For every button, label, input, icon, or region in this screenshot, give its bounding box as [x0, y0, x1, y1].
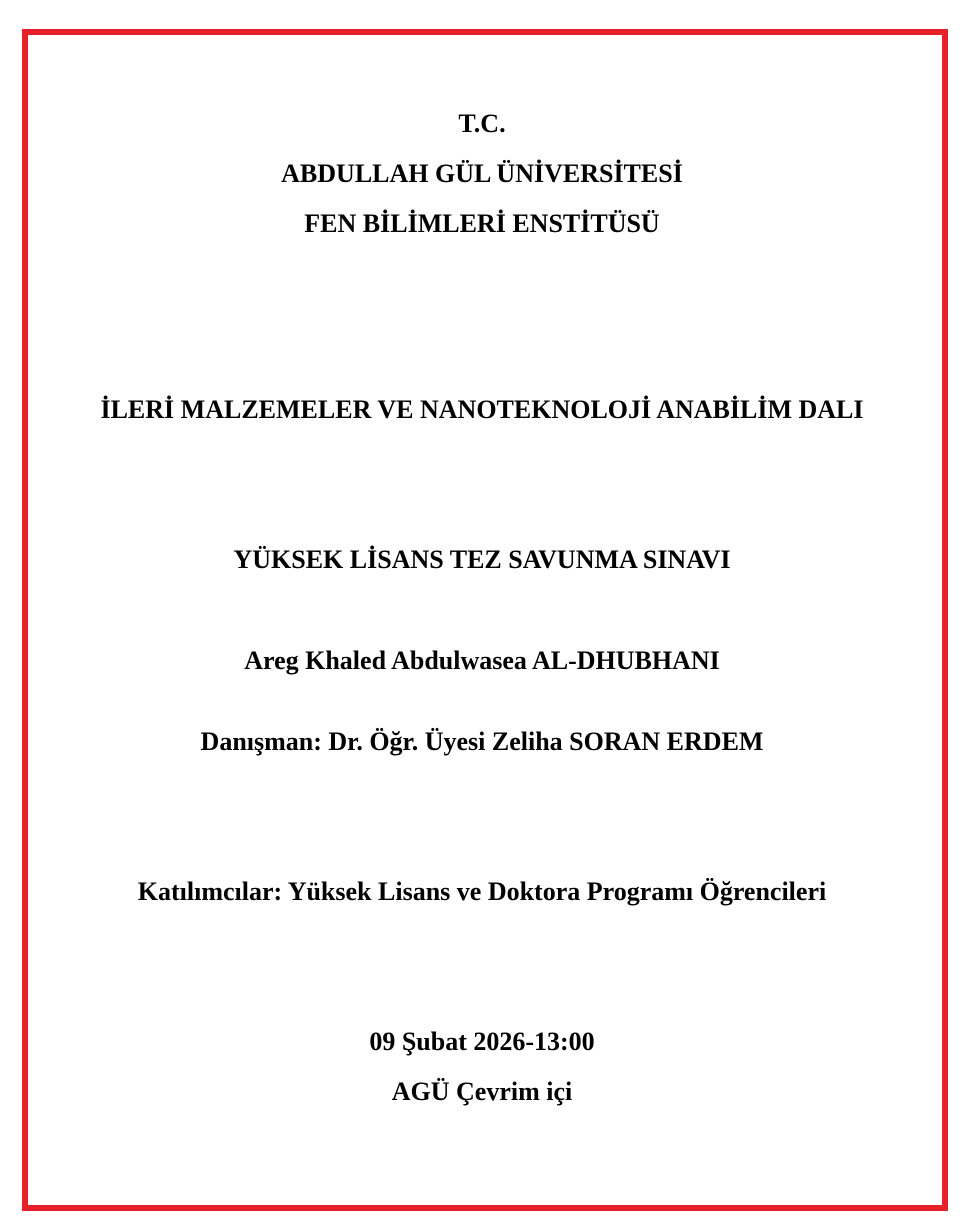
- header-institute: FEN BİLİMLERİ ENSTİTÜSÜ: [304, 209, 660, 238]
- header-country: T.C.: [458, 109, 506, 138]
- event-location: AGÜ Çevrim içi: [391, 1077, 573, 1106]
- participants-line: Katılımcılar: Yüksek Lisans ve Doktora Programı Öğrencileri: [137, 877, 827, 906]
- event-datetime: 09 Şubat 2026-13:00: [369, 1027, 595, 1056]
- header-university: ABDULLAH GÜL ÜNİVERSİTESİ: [281, 159, 683, 188]
- department-name: İLERİ MALZEMELER VE NANOTEKNOLOJİ ANABİLİM DALI: [100, 395, 864, 424]
- candidate-name: Areg Khaled Abdulwasea AL-DHUBHANI: [244, 646, 720, 675]
- advisor-line: Danışman: Dr. Öğr. Üyesi Zeliha SORAN ERDEM: [200, 727, 764, 756]
- event-title: YÜKSEK LİSANS TEZ SAVUNMA SINAVI: [233, 545, 731, 574]
